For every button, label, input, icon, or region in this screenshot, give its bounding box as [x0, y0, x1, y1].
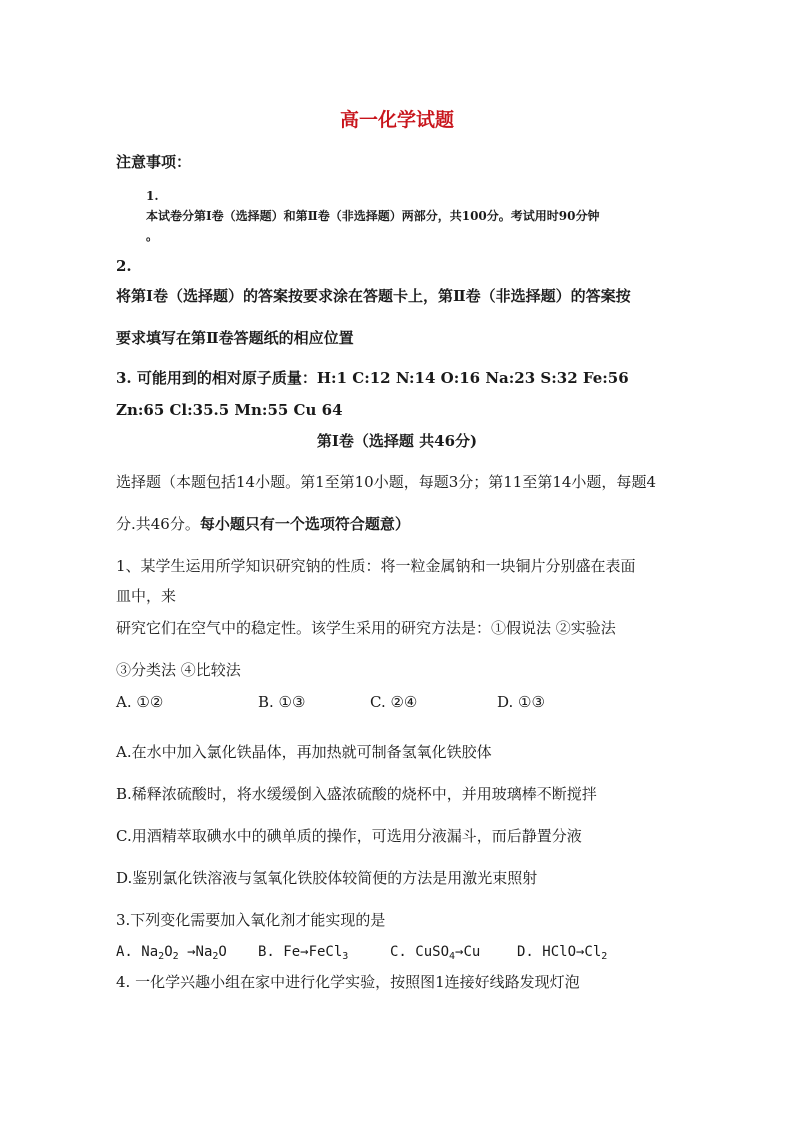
section-intro-line1: 选择题（本题包括14小题。第1至第10小题，每题3分；第11至第14小题，每题4 [116, 473, 656, 491]
notice-item3-line2: Zn:65 Cl:35.5 Mn:55 Cu 64 [116, 401, 343, 419]
notice-heading: 注意事项： [116, 153, 192, 171]
q3-option-a: A. $Na_2O_2 \to Na_2O$ [116, 944, 227, 962]
q2-option-b: B.稀释浓硫酸时，将水缓缓倒入盛浓硫酸的烧杯中，并用玻璃棒不断搅拌 [116, 785, 597, 803]
notice-item2-number: 2. [116, 257, 132, 275]
q1-option-c: C. ②④ [370, 693, 418, 711]
q2-option-c: C.用酒精萃取碘水中的碘单质的操作，可选用分液漏斗，而后静置分液 [116, 827, 582, 845]
section-intro-line2-bold: 每小题只有一个选项符合题意） [199, 515, 410, 533]
q1-option-b: B. ①③ [258, 693, 306, 711]
notice-item3-line1: 3. 可能用到的相对原子质量：H:1 C:12 N:14 O:16 Na:23 S:32 Fe:56 [116, 369, 629, 387]
notice-item1-text: 本试卷分第Ⅰ卷（选择题）和第Ⅱ卷（非选择题）两部分，共100分。考试用时90分钟 [146, 209, 600, 223]
q1-line3: 研究它们在空气中的稳定性。该学生采用的研究方法是：①假说法 ②实验法 [116, 619, 616, 637]
section-heading: 第Ⅰ卷（选择题 共46分) [316, 432, 478, 450]
notice-item1-tail: 。 [146, 229, 159, 243]
section-intro-line2-plain: 分.共46分。 [116, 515, 200, 533]
q1-line4: ③分类法 ④比较法 [116, 661, 241, 679]
q3-option-d: D. $HClO\to Cl_2$ [517, 944, 608, 962]
notice-item1-number: 1. [146, 189, 159, 203]
section-intro-line2 [116, 514, 410, 534]
q3-stem: 3.下列变化需要加入氧化剂才能实现的是 [116, 911, 386, 929]
q1-line2: 皿中，来 [116, 587, 177, 605]
q3-option-b: B. Fe→FeCl$_3$ [258, 944, 349, 962]
q1-option-d: D. ①③ [497, 693, 545, 711]
notice-item2-line2: 要求填写在第Ⅱ卷答题纸的相应位置 [116, 329, 354, 347]
q2-option-d: D.鉴别氯化铁溶液与氢氧化铁胶体较简便的方法是用激光束照射 [116, 869, 538, 887]
q1-option-a: A. ①② [116, 693, 164, 711]
notice-item2-line1: 将第Ⅰ卷（选择题）的答案按要求涂在答题卡上，第Ⅱ卷（非选择题）的答案按 [116, 287, 631, 305]
page-title: 高一化学试题 [339, 109, 454, 131]
q1-line1: 1、某学生运用所学知识研究钠的性质：将一粒金属钠和一块铜片分别盛在表面 [116, 557, 636, 575]
q2-option-a: A.在水中加入氯化铁晶体，再加热就可制备氢氧化铁胶体 [116, 743, 492, 761]
q3-option-c: C. CuSO$_4$→Cu [390, 944, 481, 962]
q4-stem: 4. 一化学兴趣小组在家中进行化学实验，按照图1连接好线路发现灯泡 [116, 973, 580, 991]
